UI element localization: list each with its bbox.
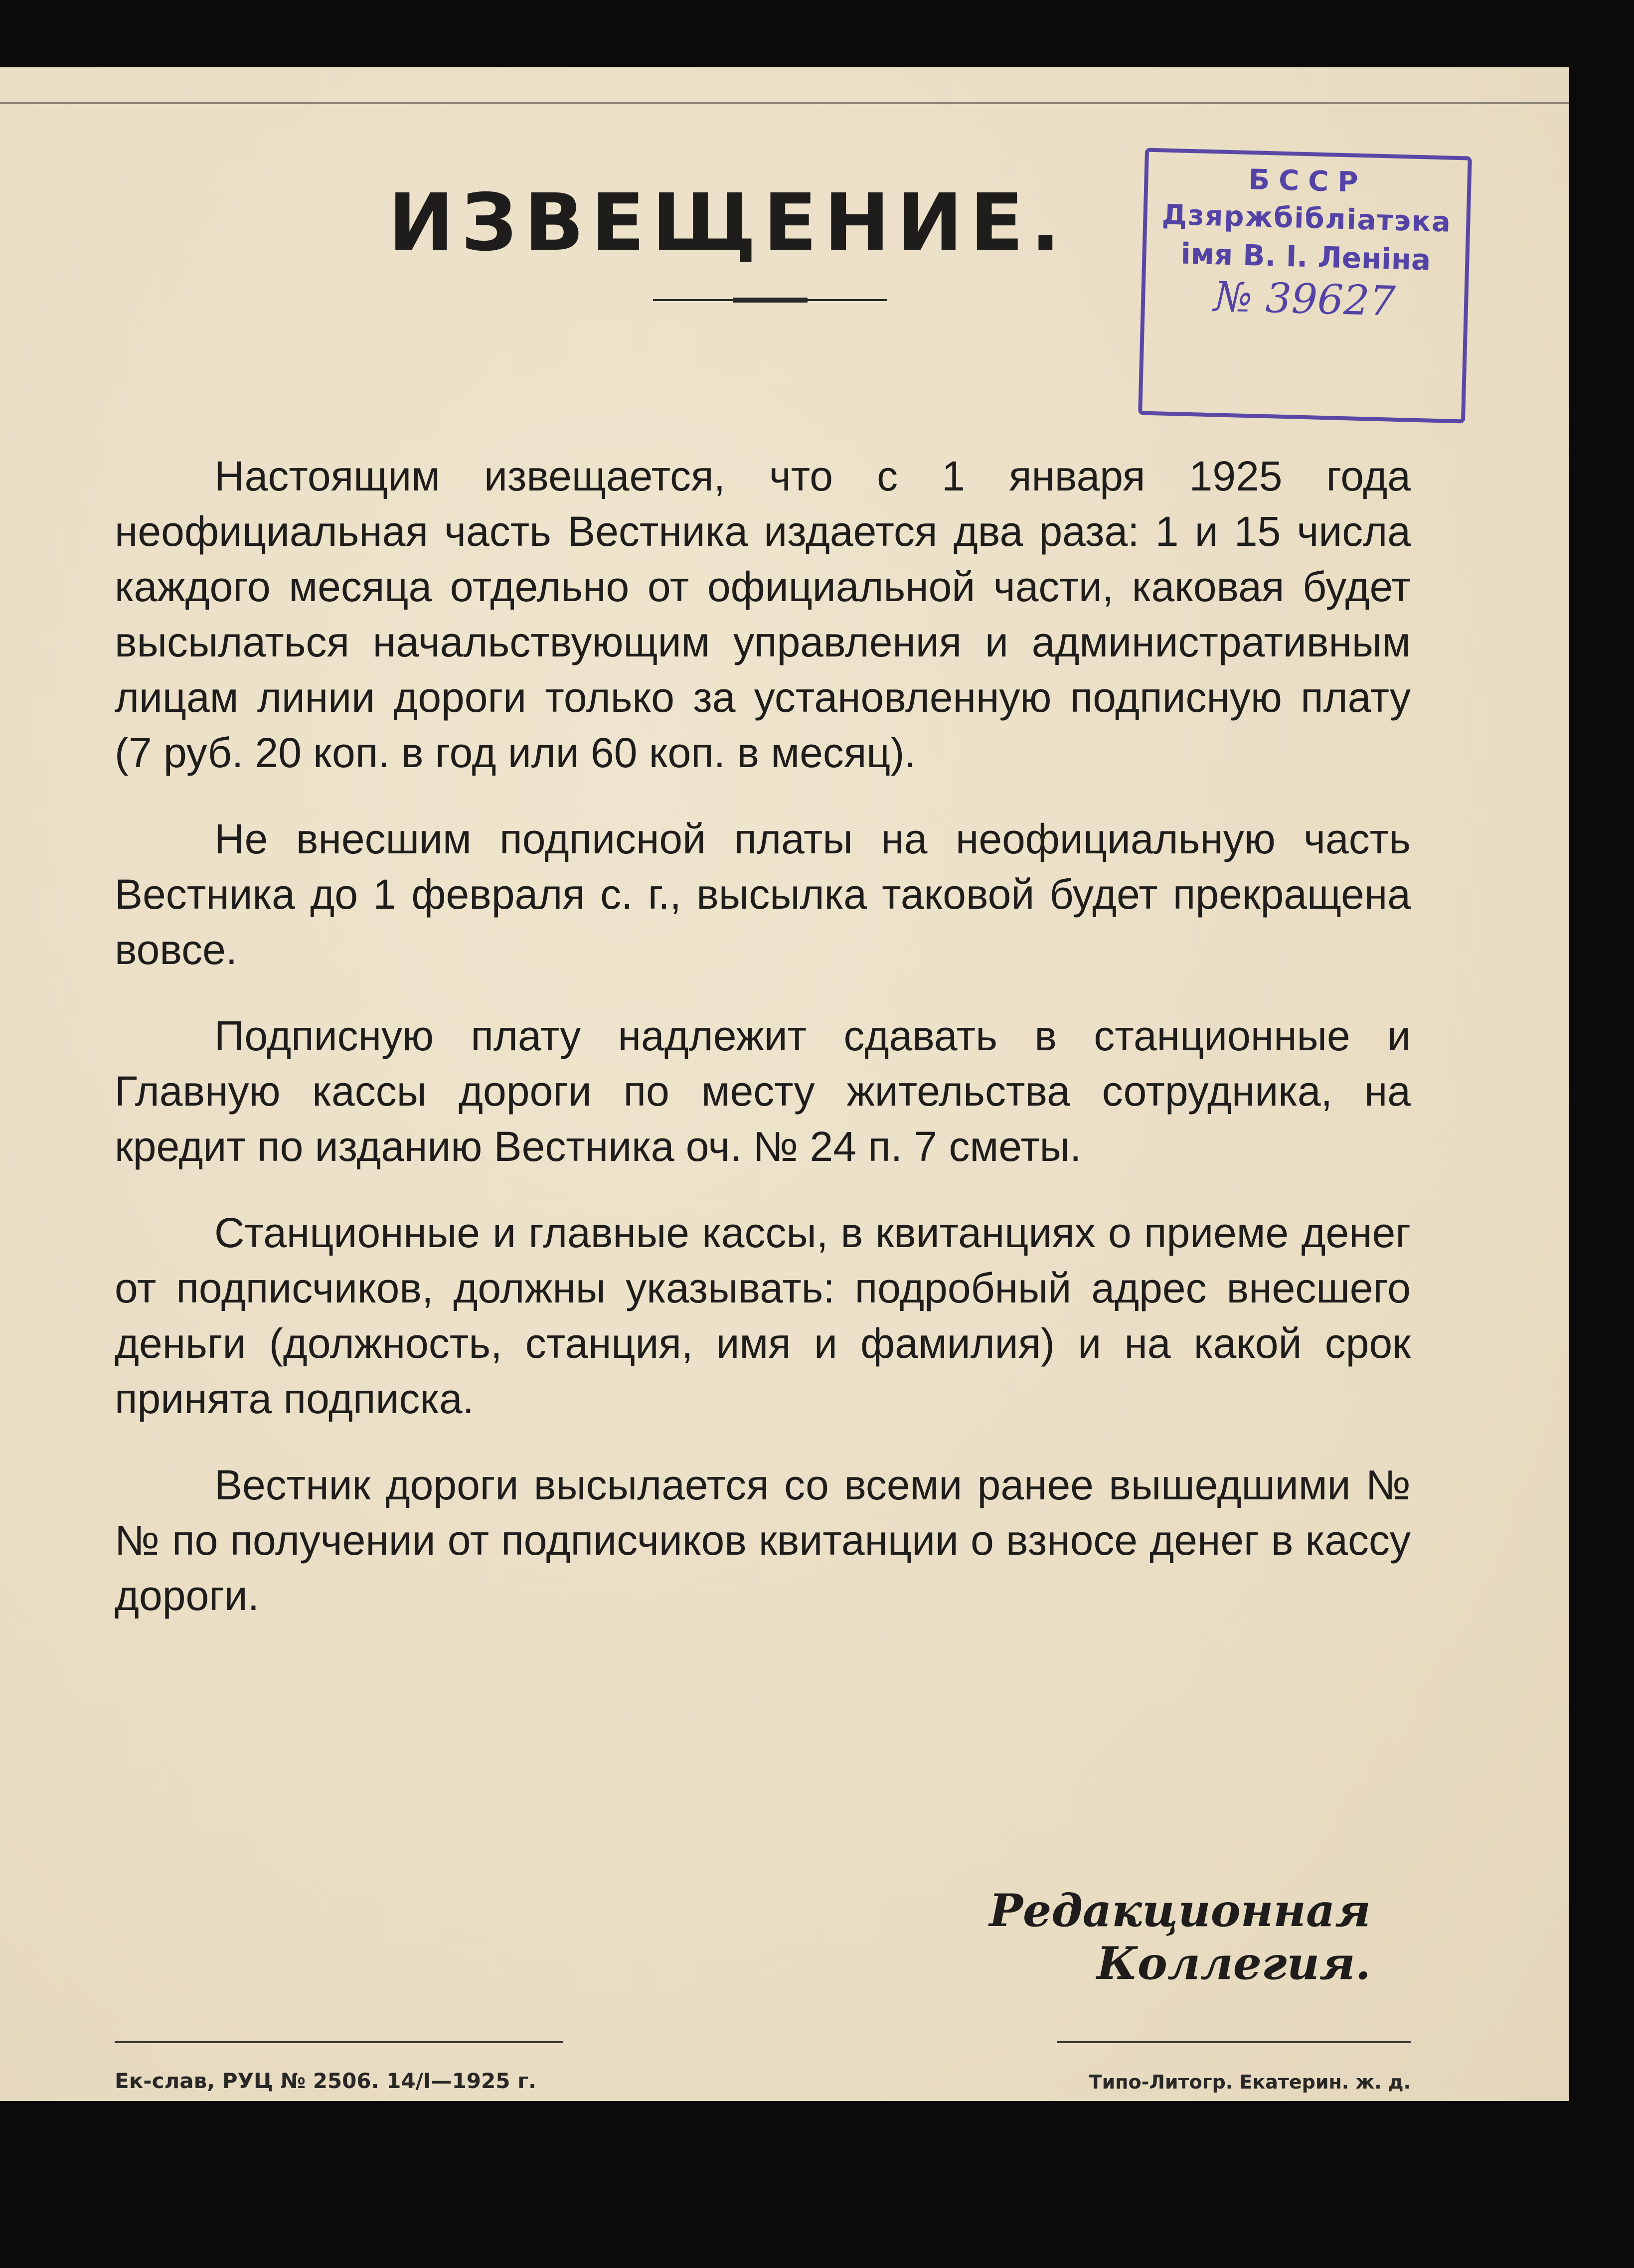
stamp-number: № 39627 [1213, 273, 1396, 325]
signature: Редакционная Коллегия. [989, 1884, 1371, 1990]
library-stamp [1138, 148, 1472, 424]
paragraph-4: Станционные и главные кассы, в квитанциях о приеме денег от подписчиков, должны указывать: подробный адрес внесшего деньги (должность, станция, имя и фамилия) и на какой срок принята подписка. [115, 1209, 1411, 1422]
document-title: ИЗВЕЩЕНИЕ. [388, 177, 1068, 269]
paragraph-1: Настоящим извещается, что с 1 января 1925 года неофициальная часть Вестника издается два раза: 1 и 15 числа каждого месяца отдельно от официальной части, каковая будет высылаться начальствующим управления и административным лицам линии дороги только за установленную подписную плату (7 руб. 20 коп. в год или 60 коп. в месяц). [115, 453, 1411, 776]
footer-printer: Типо-Литогр. Екатерин. ж. д. [1089, 2071, 1411, 2093]
notice-body [115, 449, 1411, 1654]
footer-rule-right [1057, 2041, 1411, 2043]
stamp-line-3: імя В. І. Леніна [1180, 236, 1432, 277]
paragraph-2: Не внесшим подписной платы на неофициальную часть Вестника до 1 февраля с. г., высылка таковой будет прекращена вовсе. [115, 815, 1411, 973]
paragraph-5: Вестник дороги высылается со всеми ранее вышедшими №№ по получении от подписчиков квитанции о взносе денег в кассу дороги. [115, 1461, 1411, 1619]
footer-print-info: Ек-слав, РУЦ № 2506. 14/I—1925 г. [115, 2069, 536, 2093]
stamp-line-1: БССР [1248, 163, 1368, 199]
title-divider [653, 299, 887, 301]
paragraph-3: Подписную плату надлежит сдавать в станционные и Главную кассы дороги по месту жительства сотрудника, на кредит по изданию Вестника оч. № 24 п. 7 сметы. [115, 1012, 1411, 1170]
page-top-edge [0, 102, 1569, 104]
footer-rule-left [115, 2041, 563, 2043]
stamp-line-2: Дзяржбібліатэка [1161, 198, 1452, 239]
